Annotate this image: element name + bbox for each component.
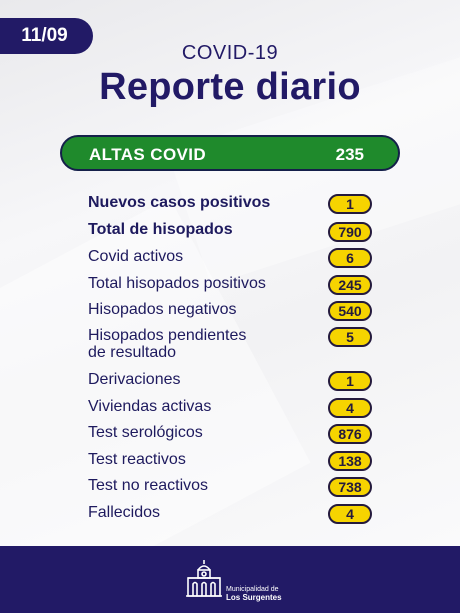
stat-value-badge: 876: [328, 424, 372, 444]
altas-covid-bar: [60, 135, 400, 171]
stat-value-badge: 6: [328, 248, 372, 268]
altas-value: 235: [335, 145, 364, 164]
stat-label: Derivaciones: [88, 371, 181, 388]
municipality-line: Los Surgentes: [226, 593, 282, 602]
stat-value-badge: 138: [328, 451, 372, 471]
stat-label: Test no reactivos: [88, 477, 209, 494]
stat-value-badge: 4: [328, 398, 372, 418]
subtitle: COVID-19: [181, 42, 279, 64]
stat-value-badge: 540: [328, 301, 372, 321]
stat-label: Covid activos: [88, 248, 184, 265]
stat-label: Total hisopados positivos: [88, 275, 266, 292]
stat-value-badge: 245: [328, 275, 372, 295]
stat-value-badge: 1: [328, 371, 372, 391]
stat-label: Nuevos casos positivos: [88, 194, 271, 211]
stat-value-badge: 790: [328, 222, 372, 242]
municipality-line: Municipalidad de: [226, 586, 279, 593]
municipality-name: [226, 586, 282, 602]
stat-value-badge: 5: [328, 327, 372, 347]
town-hall-icon: [184, 556, 224, 600]
stat-label-line: Hisopados pendientes: [88, 327, 247, 344]
stat-label: Viviendas activas: [88, 398, 212, 415]
stat-value-badge: 4: [328, 504, 372, 524]
stat-label: Total de hisopados: [88, 221, 233, 238]
altas-label: ALTAS COVID: [89, 145, 207, 164]
stat-value-badge: 1: [328, 194, 372, 214]
stat-value-badge: 738: [328, 477, 372, 497]
page-title: Reporte diario: [99, 66, 361, 108]
stat-label-line: de resultado: [88, 344, 177, 361]
date-label: 11/09: [21, 25, 68, 46]
stat-label: Hisopados negativos: [88, 301, 237, 318]
stat-label: Test serológicos: [88, 424, 203, 441]
stat-label: Fallecidos: [88, 504, 161, 521]
stat-label: Test reactivos: [88, 451, 186, 468]
footer: [0, 546, 460, 613]
stat-label: [88, 327, 246, 361]
